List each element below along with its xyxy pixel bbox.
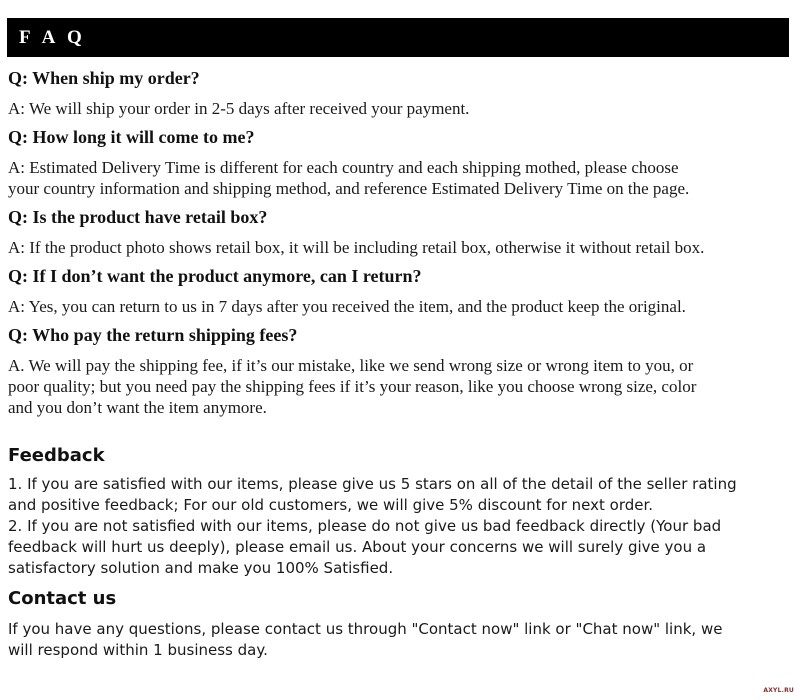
feedback-line: satisfactory solution and make you 100% Satisfied. <box>8 559 394 577</box>
feedback-title: Feedback <box>8 445 105 466</box>
faq-answer-line: poor quality; but you need pay the shipping fees if it’s your reason, like you choose wrong size, color <box>8 377 697 396</box>
contact-section <box>8 587 798 661</box>
faq-item <box>8 264 798 317</box>
faq-answer-line: A: We will ship your order in 2-5 days after received your payment. <box>8 99 470 118</box>
faq-answer-line: A. We will pay the shipping fee, if it’s our mistake, like we send wrong size or wrong item to you, or <box>8 356 694 375</box>
faq-question: Q: Who pay the return shipping fees? <box>8 325 298 345</box>
contact-text <box>8 619 798 661</box>
feedback-line: feedback will hurt us deeply), please email us. About your concerns we will surely give you a <box>8 538 707 556</box>
feedback-line: 2. If you are not satisfied with our items, please do not give us bad feedback directly (Your bad <box>8 517 722 535</box>
faq-answer <box>8 355 798 418</box>
faq-answer-line: A: Yes, you can return to us in 7 days after you received the item, and the product keep the original. <box>8 297 686 316</box>
faq-header: F A Q <box>7 18 789 57</box>
faq-item <box>8 323 798 418</box>
faq-item <box>8 66 798 119</box>
faq-answer <box>8 157 798 199</box>
feedback-text <box>8 474 798 579</box>
watermark-logo: AXYL.RU <box>763 687 794 694</box>
feedback-line: and positive feedback; For our old customers, we will give 5% discount for next order. <box>8 496 654 514</box>
faq-answer-line: your country information and shipping method, and reference Estimated Delivery Time on the page. <box>8 179 690 198</box>
faq-item <box>8 205 798 258</box>
faq-question: Q: If I don’t want the product anymore, can I return? <box>8 266 422 286</box>
faq-question: Q: Is the product have retail box? <box>8 207 268 227</box>
faq-question: Q: When ship my order? <box>8 68 200 88</box>
faq-answer-line: A: Estimated Delivery Time is different for each country and each shipping mothed, please choose <box>8 158 679 177</box>
feedback-section <box>8 444 798 579</box>
faq-item <box>8 125 798 199</box>
faq-answer-line: A: If the product photo shows retail box, it will be including retail box, otherwise it without retail box. <box>8 238 705 257</box>
contact-line: will respond within 1 business day. <box>8 641 268 659</box>
faq-answer <box>8 296 798 317</box>
faq-answer <box>8 237 798 258</box>
contact-line: If you have any questions, please contact us through "Contact now" link or "Chat now" link, we <box>8 620 723 638</box>
contact-title: Contact us <box>8 588 117 609</box>
feedback-line: 1. If you are satisfied with our items, please give us 5 stars on all of the detail of the seller rating <box>8 475 737 493</box>
faq-question: Q: How long it will come to me? <box>8 127 255 147</box>
faq-answer-line: and you don’t want the item anymore. <box>8 398 267 417</box>
faq-content <box>8 66 798 661</box>
faq-answer <box>8 98 798 119</box>
